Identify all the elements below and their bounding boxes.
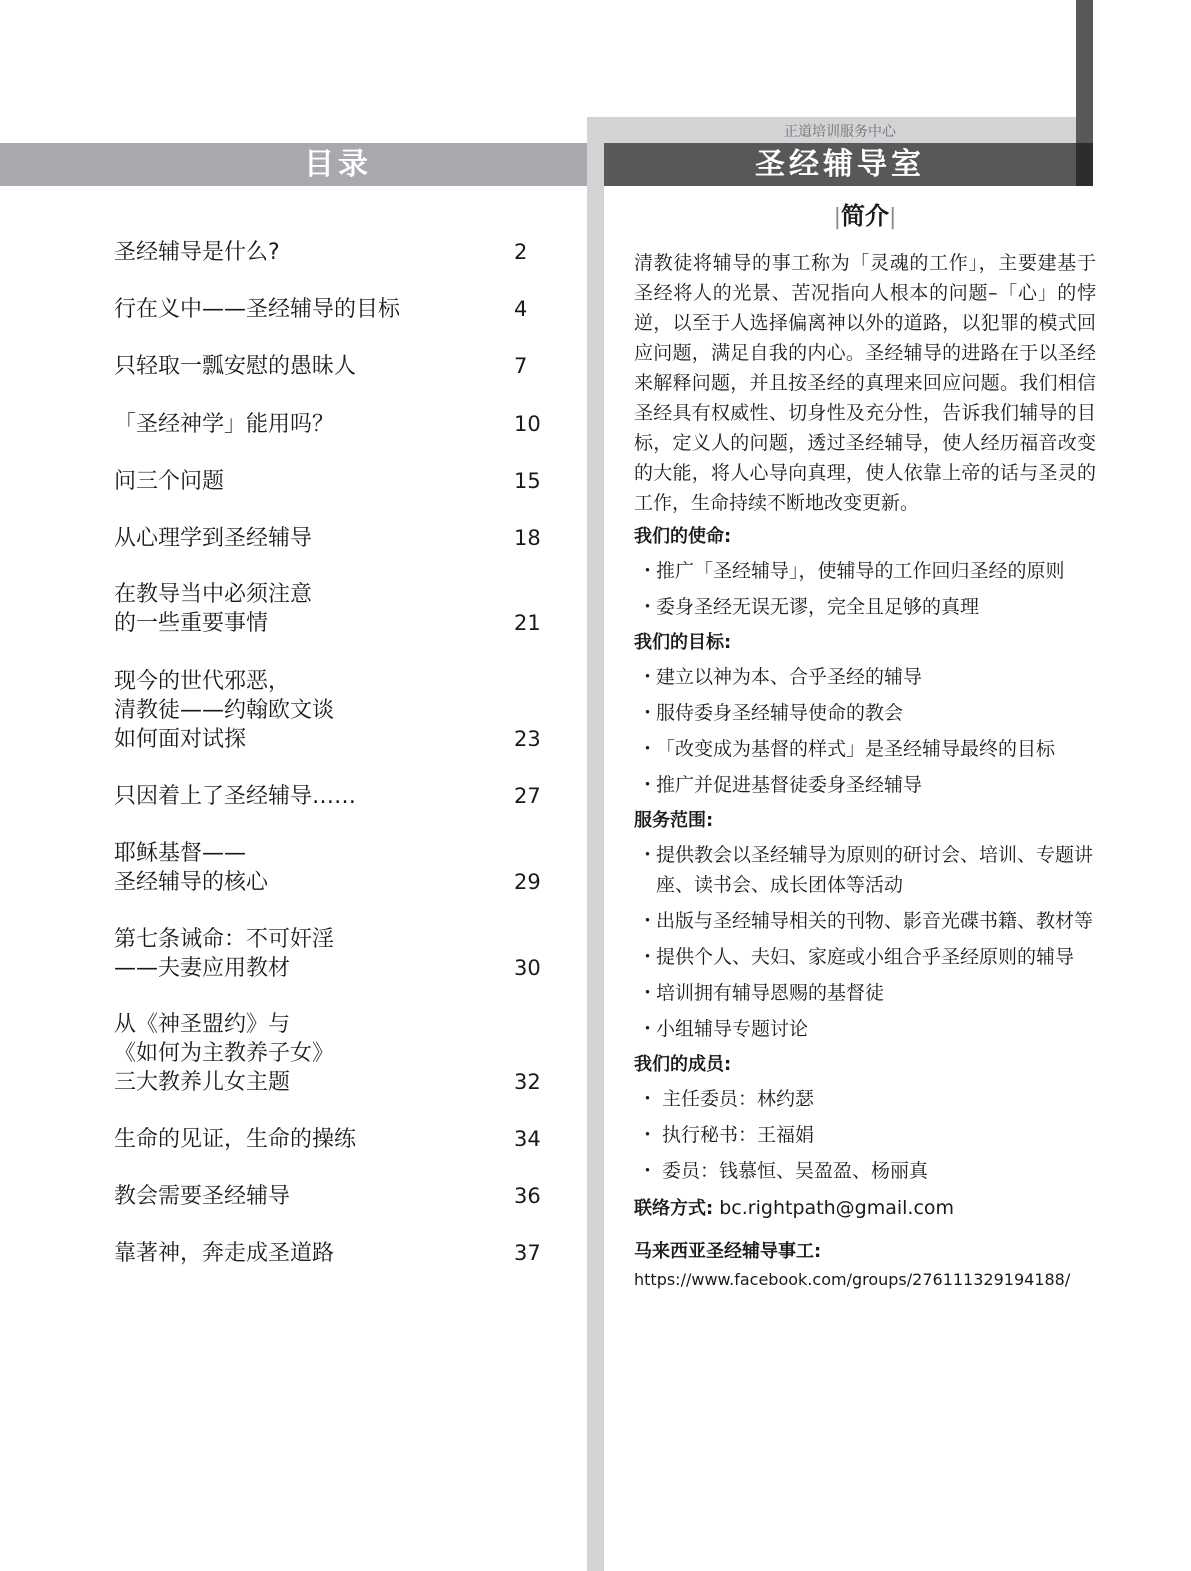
toc-item-page: 36	[514, 1184, 541, 1208]
toc-item-page: 15	[514, 469, 541, 493]
bullet-icon: ・	[638, 596, 658, 618]
list-item	[634, 662, 1096, 692]
bullet-icon: ・	[638, 910, 658, 932]
intro-heading-text: 简介	[841, 202, 889, 230]
toc-item-line: 行在义中——圣经辅导的目标	[114, 297, 401, 322]
toc-item-line: 在教导当中必须注意	[114, 582, 313, 607]
bullet-icon: ・	[638, 666, 658, 688]
intro-heading: |简介|	[833, 202, 897, 230]
toc-item-title	[114, 1125, 494, 1154]
toc-item-line: 《如何为主教养子女》	[114, 1041, 335, 1066]
column-divider	[587, 143, 604, 1571]
list-item	[634, 698, 1096, 728]
list-item-text: 提供教会以圣经辅导为原则的研讨会、培训、专题讲座、读书会、成长团体等活动	[656, 844, 1094, 896]
bullet-icon: ・	[638, 1124, 658, 1146]
bullet-icon: ・	[638, 1160, 658, 1182]
bullet-icon: ・	[638, 560, 658, 582]
list-item	[634, 840, 1096, 900]
list-item	[634, 592, 1096, 622]
toc-item-title	[114, 410, 494, 439]
list-item-text: 建立以神为本、合乎圣经的辅导	[656, 666, 923, 688]
toc-item-line: 教会需要圣经辅导	[114, 1184, 291, 1209]
toc-item-title	[114, 1010, 494, 1097]
services-list	[634, 840, 1096, 1044]
toc-item-line: 清教徒——约翰欧文谈	[114, 698, 335, 723]
toc-item-title	[114, 667, 494, 754]
list-item-text: 委身圣经无误无谬，完全且足够的真理	[656, 596, 980, 618]
toc-item-page: 34	[514, 1127, 541, 1151]
members-list	[634, 1084, 1096, 1186]
bullet-icon: ・	[638, 982, 658, 1004]
toc-item-page: 10	[514, 412, 541, 436]
list-item	[634, 1084, 1096, 1114]
toc-item[interactable]	[114, 295, 554, 324]
intro-paragraph: 清教徒将辅导的事工称为「灵魂的工作」，主要建基于圣经将人的光景、苦况指向人根本的问题–「心」的悖逆，以至于人选择偏离神以外的道路，以犯罪的模式回应问题，满足自我的内心。圣经辅导的进路在于以圣经来解释问题，并且按圣经的真理来回应问题。我们相信圣经具有权威性、切身性及充分性，告诉我们辅导的目标，定义人的问题，透过圣经辅导，使人经历福音改变的大能，将人心导向真理，使人依靠上帝的话与圣灵的工作，生命持续不断地改变更新。	[634, 252, 1096, 514]
bullet-icon: ・	[638, 1018, 658, 1040]
toc-item-line: 问三个问题	[114, 469, 225, 494]
toc-item-title	[114, 1239, 494, 1268]
toc-title: 目录	[304, 147, 372, 182]
toc-item-page: 18	[514, 526, 541, 550]
fb-title: 马来西亚圣经辅导事工:	[634, 1241, 822, 1262]
toc-item-title	[114, 295, 494, 324]
list-item	[634, 734, 1096, 764]
toc-item-line: 圣经辅导是什么?	[114, 240, 280, 265]
toc-item[interactable]	[114, 352, 554, 381]
toc-item-line: ——夫妻应用教材	[114, 956, 291, 981]
list-item	[634, 770, 1096, 800]
toc-item-page: 7	[514, 354, 528, 378]
bullet-icon: ・	[638, 946, 658, 968]
members-title: 我们的成员:	[634, 1054, 732, 1075]
fb-url-link[interactable]: https://www.facebook.com/groups/276111329194188/	[634, 1270, 1071, 1289]
list-item-text: 执行秘书：王福娟	[662, 1124, 815, 1146]
list-item	[634, 906, 1096, 936]
bullet-icon: ・	[638, 738, 658, 760]
toc-item-line: 圣经辅导的核心	[114, 870, 269, 895]
list-item	[634, 1156, 1096, 1186]
toc-item[interactable]	[114, 580, 554, 638]
toc-item-page: 4	[514, 297, 528, 321]
toc-item-title	[114, 839, 494, 897]
toc-item-line: 的一些重要事情	[114, 611, 269, 636]
contact-label: 联络方式:	[634, 1198, 714, 1219]
toc-item-page: 30	[514, 956, 541, 980]
toc-item-line: 从心理学到圣经辅导	[114, 526, 313, 551]
toc-item-line: 如何面对试探	[114, 727, 247, 752]
toc-item-page: 29	[514, 870, 541, 894]
bullet-icon: ・	[638, 1088, 658, 1110]
toc-item[interactable]	[114, 1125, 554, 1154]
toc-item[interactable]	[114, 467, 554, 496]
toc-item-line: 「圣经神学」能用吗？	[114, 412, 335, 437]
goals-title: 我们的目标:	[634, 632, 732, 653]
toc-item-title	[114, 1182, 494, 1211]
list-item-text: 推广并促进基督徒委身圣经辅导	[656, 774, 923, 796]
mission-list	[634, 556, 1096, 622]
toc-item-title	[114, 467, 494, 496]
list-item-text: 服侍委身圣经辅导使命的教会	[656, 702, 904, 724]
services-title: 服务范围:	[634, 810, 714, 831]
toc-item-line: 靠著神，奔走成圣道路	[114, 1241, 335, 1266]
bullet-icon: ・	[638, 774, 658, 796]
toc-item[interactable]	[114, 782, 554, 811]
bullet-icon: ・	[638, 844, 658, 866]
toc-item[interactable]	[114, 1010, 554, 1097]
toc-item[interactable]	[114, 524, 554, 553]
toc-item-title	[114, 352, 494, 381]
mission-title: 我们的使命:	[634, 526, 732, 547]
list-item-text: 委员：钱慕恒、吴盈盈、杨丽真	[662, 1160, 929, 1182]
goals-list	[634, 662, 1096, 800]
toc-item-line: 第七条诫命：不可奸淫	[114, 927, 335, 952]
toc-item-page: 37	[514, 1241, 541, 1265]
right-header-stub	[1076, 143, 1093, 186]
toc-item[interactable]	[114, 667, 554, 754]
toc-item-title	[114, 782, 494, 811]
toc-item-page: 2	[514, 240, 528, 264]
list-item	[634, 1120, 1096, 1150]
toc-item[interactable]	[114, 1239, 554, 1268]
toc-item-page: 32	[514, 1070, 541, 1094]
list-item-text: 提供个人、夫妇、家庭或小组合乎圣经原则的辅导	[656, 946, 1075, 968]
list-item-text: 培训拥有辅导恩赐的基督徒	[656, 982, 885, 1004]
list-item-text: 小组辅导专题讨论	[656, 1018, 809, 1040]
contact-email[interactable]: bc.rightpath@gmail.com	[719, 1197, 955, 1219]
toc-item-line: 生命的见证，生命的操练	[114, 1127, 357, 1152]
toc-item-title	[114, 238, 494, 267]
list-item	[634, 978, 1096, 1008]
list-item-text: 主任委员：林约瑟	[662, 1088, 815, 1110]
list-item-text: 推广「圣经辅导」，使辅导的工作回归圣经的原则	[656, 560, 1065, 582]
toc-item-page: 27	[514, 784, 541, 808]
list-item-text: 「改变成为基督的样式」是圣经辅导最终的目标	[656, 738, 1056, 760]
list-item	[634, 1014, 1096, 1044]
toc-item-page: 21	[514, 611, 541, 635]
toc-item-line: 三大教养儿女主题	[114, 1070, 291, 1095]
list-item	[634, 556, 1096, 586]
toc-item-line: 只因着上了圣经辅导……	[114, 784, 357, 809]
contact-line	[634, 1192, 1096, 1225]
list-item-text: 出版与圣经辅导相关的刊物、影音光碟书籍、教材等	[656, 910, 1094, 932]
toc-item[interactable]	[114, 925, 554, 983]
toc-item[interactable]	[114, 1182, 554, 1211]
list-item	[634, 942, 1096, 972]
toc-item[interactable]	[114, 410, 554, 439]
toc-item-line: 从《神圣盟约》与	[114, 1012, 291, 1037]
toc-item-title	[114, 524, 494, 553]
toc-item-line: 现今的世代邪恶，	[114, 669, 291, 694]
toc-item[interactable]	[114, 839, 554, 897]
toc-item-page: 23	[514, 727, 541, 751]
toc-item-line: 耶稣基督——	[114, 841, 247, 866]
toc-item[interactable]	[114, 238, 554, 267]
bullet-icon: ・	[638, 702, 658, 724]
right-title: 圣经辅导室	[755, 147, 925, 182]
toc-item-title	[114, 925, 494, 983]
toc-item-title	[114, 580, 494, 638]
intro-column	[634, 196, 1096, 1293]
toc-item-line: 只轻取一瓢安慰的愚昧人	[114, 354, 357, 379]
org-name: 正道培训服务中心	[784, 124, 896, 140]
